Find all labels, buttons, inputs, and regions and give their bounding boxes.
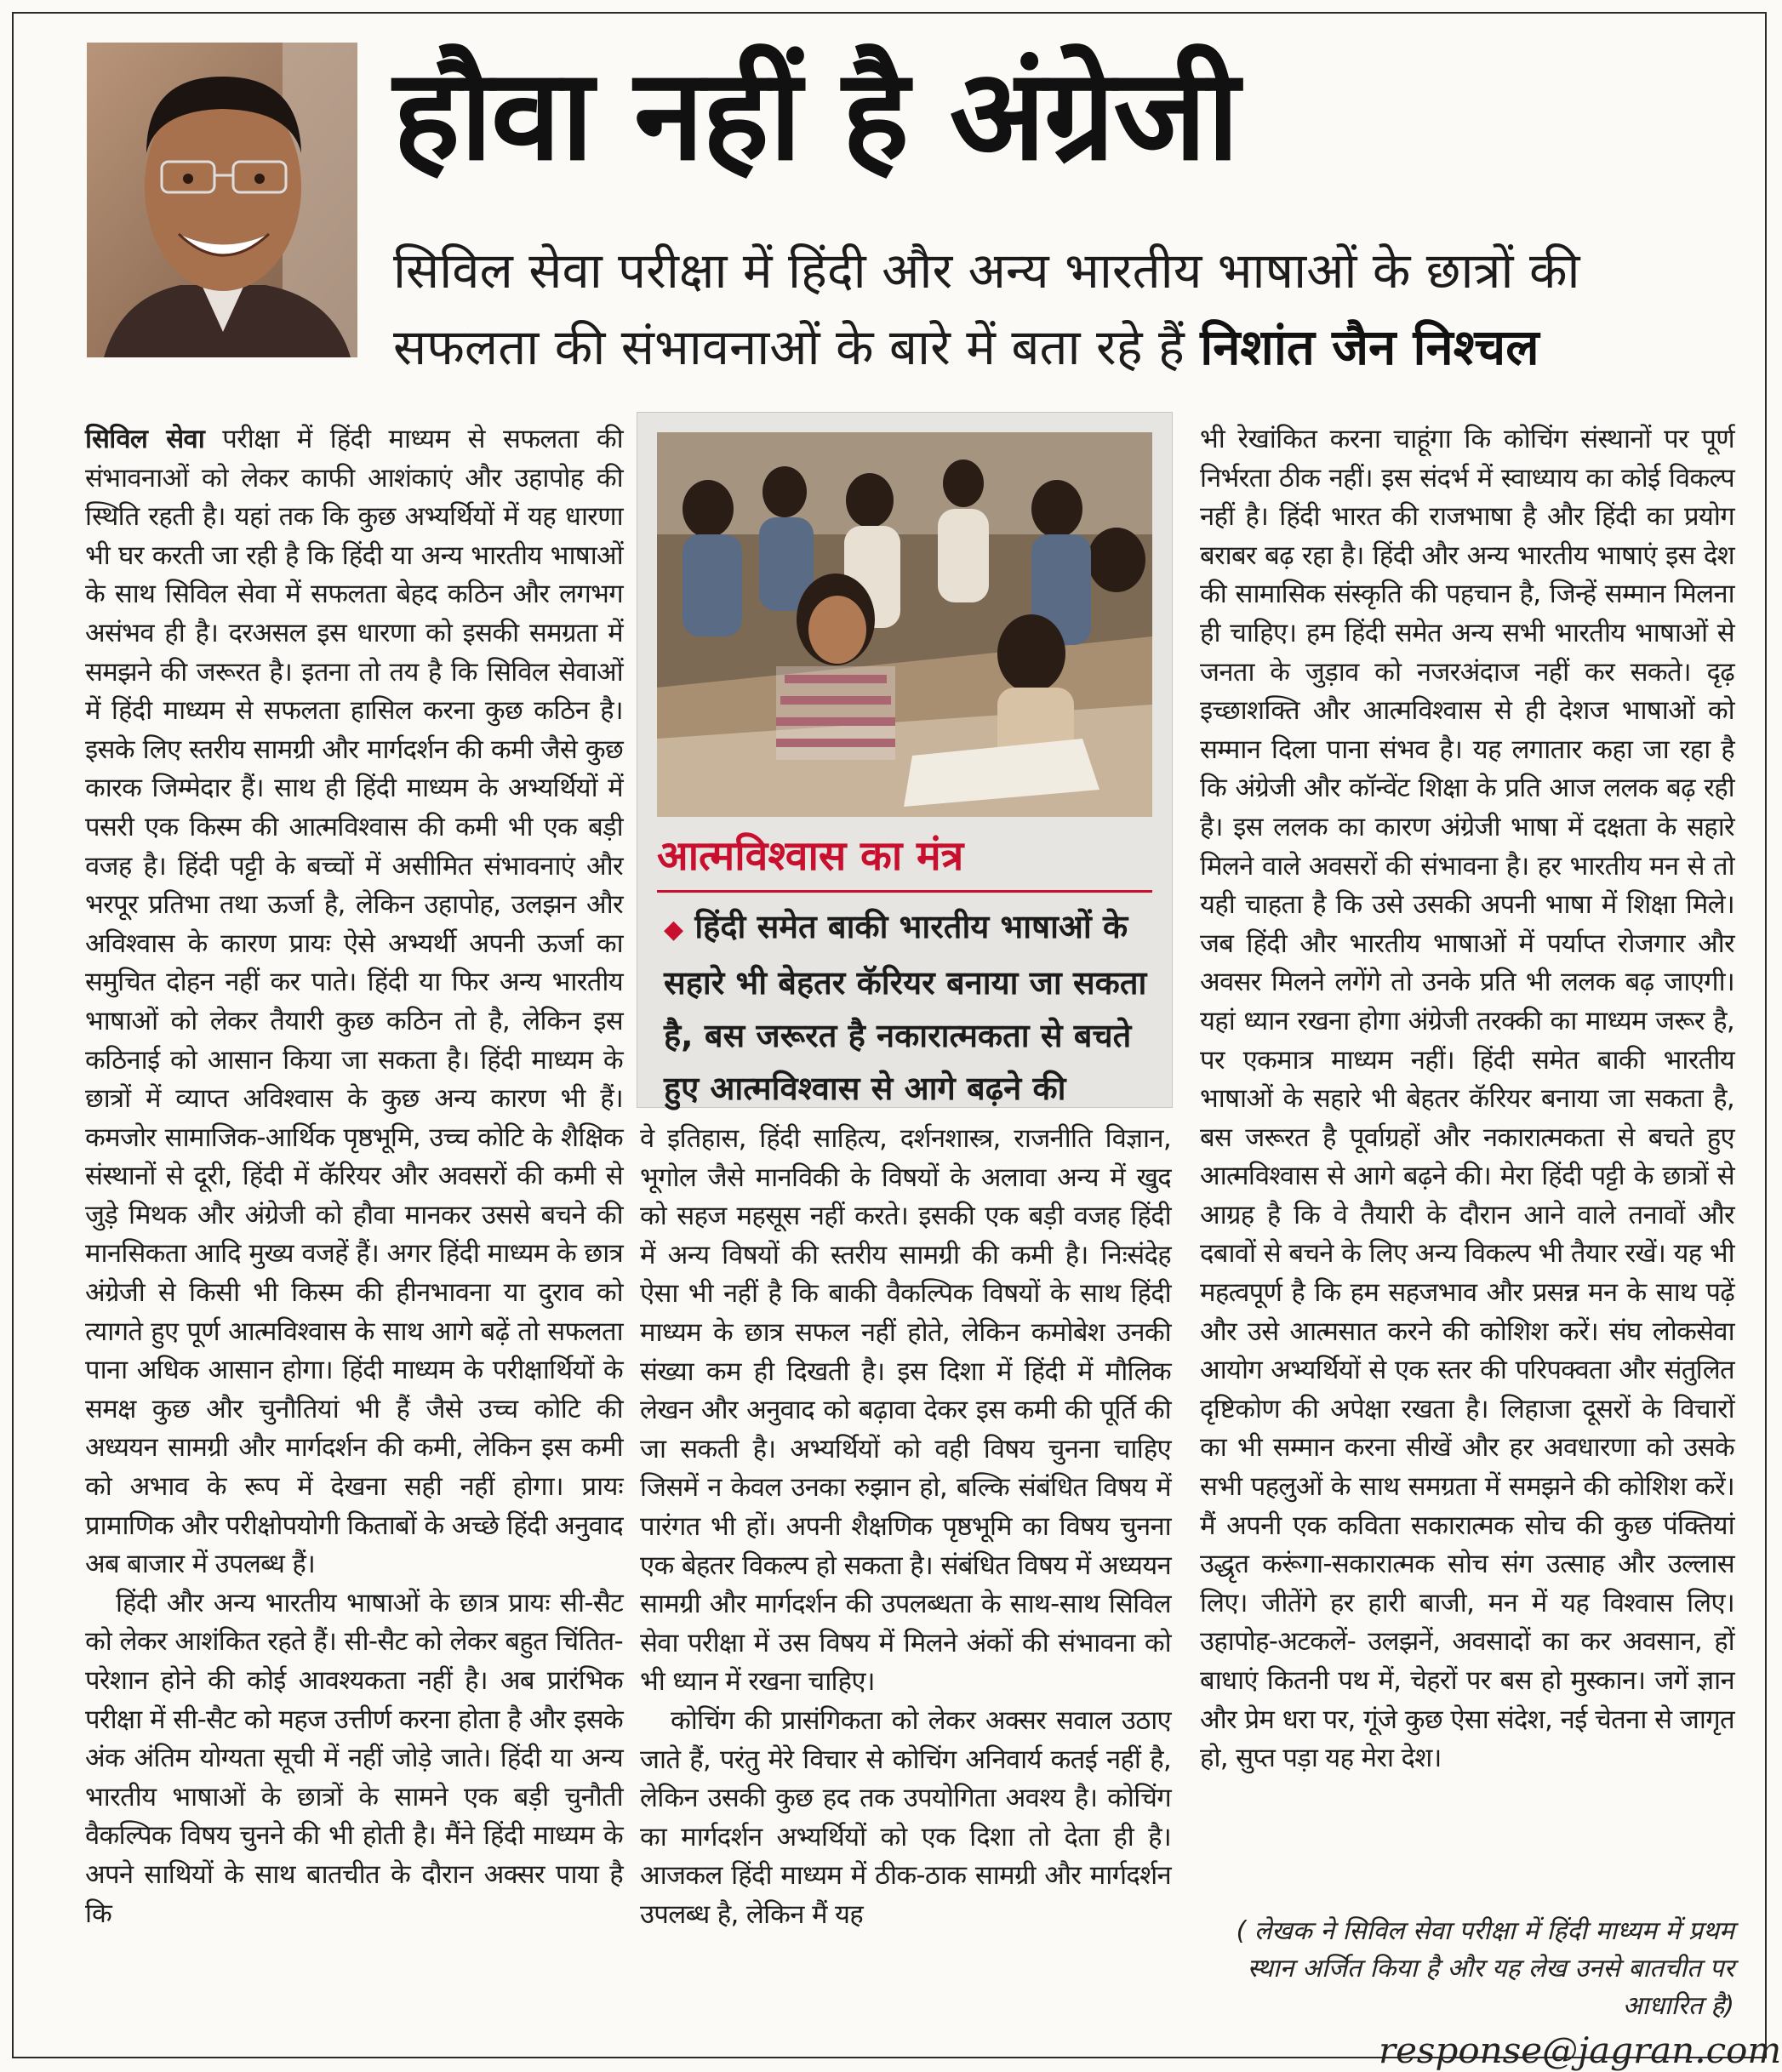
col2-paragraph-2: कोचिंग की प्रासंगिकता को लेकर अक्सर सवाल उठाए जाते हैं, परंतु मेरे विचार से कोचिंग अनिवार्य कतई नहीं है, लेकिन उसकी कुछ हद तक उपयोगिता अवश्य है। कोचिंग का मार्गदर्शन अभ्यर्थियों को एक दिशा तो देता ही है। आजकल हिंदी माध्यम में ठीक-ठाक सामग्री और मार्गदर्शन उपलब्ध है, लेकिन मैं यह: [640, 1704, 1171, 1930]
lead-bold: सिविल सेवा: [85, 424, 205, 454]
response-email[interactable]: response@jagran.com: [1379, 2029, 1782, 2071]
classroom-photo: [657, 432, 1152, 817]
bullet-icon: ◆: [664, 915, 684, 945]
column-3: [1200, 420, 1734, 1778]
sidebar-title: आत्मविश्वास का मंत्र: [657, 832, 964, 880]
column-2: [640, 1120, 1171, 1934]
column-1: [85, 420, 623, 1933]
subheading-line-1: सिविल सेवा परीक्षा में हिंदी और अन्य भारतीय भाषाओं के छात्रों की: [393, 242, 1580, 300]
sidebar-text: [664, 900, 1157, 1115]
author-credit: ( लेखक ने सिविल सेवा परीक्षा में हिंदी माध्यम में प्रथम स्थान अर्जित किया है और यह लेख उनसे बातचीत पर आधारित है): [1236, 1916, 1734, 2021]
col1-paragraph-1: [85, 420, 623, 1584]
sidebar-quote: हिंदी समेत बाकी भारतीय भाषाओं के सहारे भी बेहतर कॅरियर बनाया जा सकता है, बस जरूरत है नकारात्मकता से बचते हुए आत्मविश्वास से आगे बढ़ने की: [664, 908, 1147, 1107]
col3-paragraph-1: भी रेखांकित करना चाहूंगा कि कोचिंग संस्थानों पर पूर्ण निर्भरता ठीक नहीं। इस संदर्भ में स्वाध्याय का कोई विकल्प नहीं है। हिंदी भारत की राजभाषा है और हिंदी का प्रयोग बराबर बढ़ रहा है। हिंदी और अन्य भारतीय भाषाएं इस देश की सामासिक संस्कृति की पहचान है, जिन्हें सम्मान मिलना ही चाहिए। हम हिंदी समेत अन्य सभी भारतीय भाषाओं से जनता के जुड़ाव को नजरअंदाज नहीं कर सकते। दृढ़ इच्छाशक्ति और आत्मविश्वास से ही देशज भाषाओं को सम्मान दिला पाना संभव है। यह लगातार कहा जा रहा है कि अंग्रेजी और कॉन्वेंट शिक्षा के प्रति आज ललक बढ़ रही है। इस ललक का कारण अंग्रेजी भाषा में दक्षता के सहारे मिलने वाले अवसरों की संभावना है। हर भारतीय मन से तो यही चाहता है कि उसे उसकी अपनी भाषा में शिक्षा मिले। जब हिंदी और भारतीय भाषाओं में पर्याप्त रोजगार और अवसर मिलने लगेंगे तो उनके प्रति भी ललक बढ़ जाएगी। यहां ध्यान रखना होगा अंग्रेजी तरक्की का माध्यम जरूर है, पर एकमात्र माध्यम नहीं। हिंदी समेत बाकी भारतीय भाषाओं के सहारे भी बेहतर कॅरियर बनाया जा सकता है, बस जरूरत है पूर्वाग्रहों और नकारात्मकता से बचते हुए आत्मविश्वास से आगे बढ़ने की। मेरा हिंदी पट्टी के छात्रों से आग्रह है कि वे तैयारी के दौरान आने वाले तनावों और दबावों से बचने के लिए अन्य विकल्प भी तैयार रखें। यह भी महत्वपूर्ण है कि हम सहजभाव और प्रसन्न मन के साथ पढ़ें और उसे आत्मसात करने की कोशिश करें। संघ लोकसेवा आयोग अभ्यर्थियों से एक स्तर की परिपक्वता और संतुलित दृष्टिकोण की अपेक्षा रखता है। लिहाजा दूसरों के विचारों का भी सम्मान करना सीखें और हर अवधारणा को उसके सभी पहलुओं के साथ समग्रता में समझने की कोशिश करें। मैं अपनी एक कविता सकारात्मक सोच की कुछ पंक्तियां उद्धृत करूंगा-सकारात्मक सोच संग उत्साह और उल्लास लिए। जीतेंगे हर हारी बाजी, मन में यह विश्वास लिए। उहापोह-अटकलें- उलझनें, अवसादों का कर अवसान, हों बाधाएं कितनी पथ में, चेहरों पर बस हो मुस्कान। जगें ज्ञान और प्रेम धरा पर, गूंजे कुछ ऐसा संदेश, नई चेतना से जागृत हो, सुप्त पड़ा यह मेरा देश।: [1200, 424, 1734, 1774]
sidebar-divider: [657, 890, 1152, 893]
author-photo: [87, 43, 357, 357]
headline: हौवा नहीं है अंग्रेजी: [393, 42, 1238, 188]
col1-p1-text: परीक्षा में हिंदी माध्यम से सफलता की संभावनाओं को लेकर काफी आशंकाएं और उहापोह की स्थिति रहती है। यहां तक कि कुछ अभ्यर्थियों में यह धारणा भी घर करती जा रही है कि हिंदी या अन्य भारतीय भाषाओं के साथ सिविल सेवा में सफलता बेहद कठिन और लगभग असंभव ही है। दरअसल इस धारणा को इसकी समग्रता में समझने की जरूरत है। इतना तो तय है कि सिविल सेवाओं में हिंदी माध्यम से सफलता हासिल करना कुछ कठिन है। इसके लिए स्तरीय सामग्री और मार्गदर्शन की कमी जैसे कुछ कारक जिम्मेदार हैं। साथ ही हिंदी माध्यम के अभ्यर्थियों में पसरी एक किस्म की आत्मविश्वास की कमी भी एक बड़ी वजह है। हिंदी पट्टी के बच्चों में असीमित संभावनाएं और भरपूर प्रतिभा तथा ऊर्जा है, लेकिन उहापोह, उलझन और अविश्वास के कारण प्रायः ऐसे अभ्यर्थी अपनी ऊर्जा का समुचित दोहन नहीं कर पाते। हिंदी या फिर अन्य भारतीय भाषाओं को लेकर तैयारी कुछ कठिन तो है, लेकिन इस कठिनाई को आसान किया जा सकता है। हिंदी माध्यम के छात्रों में व्याप्त अविश्वास के कुछ अन्य कारण भी हैं। कमजोर सामाजिक-आर्थिक पृष्ठभूमि, उच्च कोटि के शैक्षिक संस्थानों से दूरी, हिंदी में कॅरियर और अवसरों की कमी से जुड़े मिथक और अंग्रेजी को हौवा मानकर उससे बचने की मानसिकता आदि मुख्य वजहें हैं। अगर हिंदी माध्यम के छात्र अंग्रेजी से किसी भी किस्म की हीनभावना या दुराव को त्यागते हुए पूर्ण आत्मविश्वास के साथ आगे बढ़ें तो सफलता पाना अधिक आसान होगा। हिंदी माध्यम के परीक्षार्थियों के समक्ष कुछ और चुनौतियां भी हैं जैसे उच्च कोटि की अध्ययन सामग्री और मार्गदर्शन की कमी, लेकिन इस कमी को अभाव के रूप में देखना सही नहीं होगा। प्रायः प्रामाणिक और परीक्षोपयोगी किताबों के अच्छे हिंदी अनुवाद अब बाजार में उपलब्ध हैं।: [85, 424, 623, 1580]
col2-paragraph-1: वे इतिहास, हिंदी साहित्य, दर्शनशास्त्र, राजनीति विज्ञान, भूगोल जैसे मानविकी के विषयों के अलावा अन्य में खुद को सहज महसूस नहीं करते। इसकी एक बड़ी वजह हिंदी में अन्य विषयों की स्तरीय सामग्री की कमी है। निःसंदेह ऐसा भी नहीं है कि बाकी वैकल्पिक विषयों के साथ हिंदी माध्यम के छात्र सफल नहीं होते, लेकिन कमोबेश उनकी संख्या कम ही दिखती है। इस दिशा में हिंदी में मौलिक लेखन और अनुवाद को बढ़ावा देकर इस कमी की पूर्ति की जा सकती है। अभ्यर्थियों को वही विषय चुनना चाहिए जिसमें न केवल उनका रुझान हो, बल्कि संबंधित विषय में पारंगत भी हों। अपनी शैक्षणिक पृष्ठभूमि का विषय चुनना एक बेहतर विकल्प हो सकता है। संबंधित विषय में अध्ययन सामग्री और मार्गदर्शन की उपलब्धता के साथ-साथ सिविल सेवा परीक्षा में उस विषय में मिलने अंकों की संभावना को भी ध्यान में रखना चाहिए।: [640, 1123, 1171, 1698]
subheading-line-2: [393, 313, 1738, 381]
author-name: निशांत जैन निश्चल: [1200, 318, 1539, 376]
col1-paragraph-2: हिंदी और अन्य भारतीय भाषाओं के छात्र प्रायः सी-सैट को लेकर आशंकित रहते हैं। सी-सैट को लेकर बहुत चिंतित-परेशान होने की कोई आवश्यकता नहीं है। अब प्रारंभिक परीक्षा में सी-सैट को महज उत्तीर्ण करना होता है और इसके अंक अंतिम योग्यता सूची में नहीं जोड़े जाते। हिंदी या अन्य भारतीय भाषाओं के छात्रों के सामने एक बड़ी चुनौती वैकल्पिक विषय चुनने की भी होती है। मैंने हिंदी माध्यम के अपने साथियों के साथ बातचीत के दौरान अक्सर पाया है कि: [85, 1587, 623, 1929]
subheading-text: सफलता की संभावनाओं के बारे में बता रहे हैं: [393, 318, 1185, 376]
